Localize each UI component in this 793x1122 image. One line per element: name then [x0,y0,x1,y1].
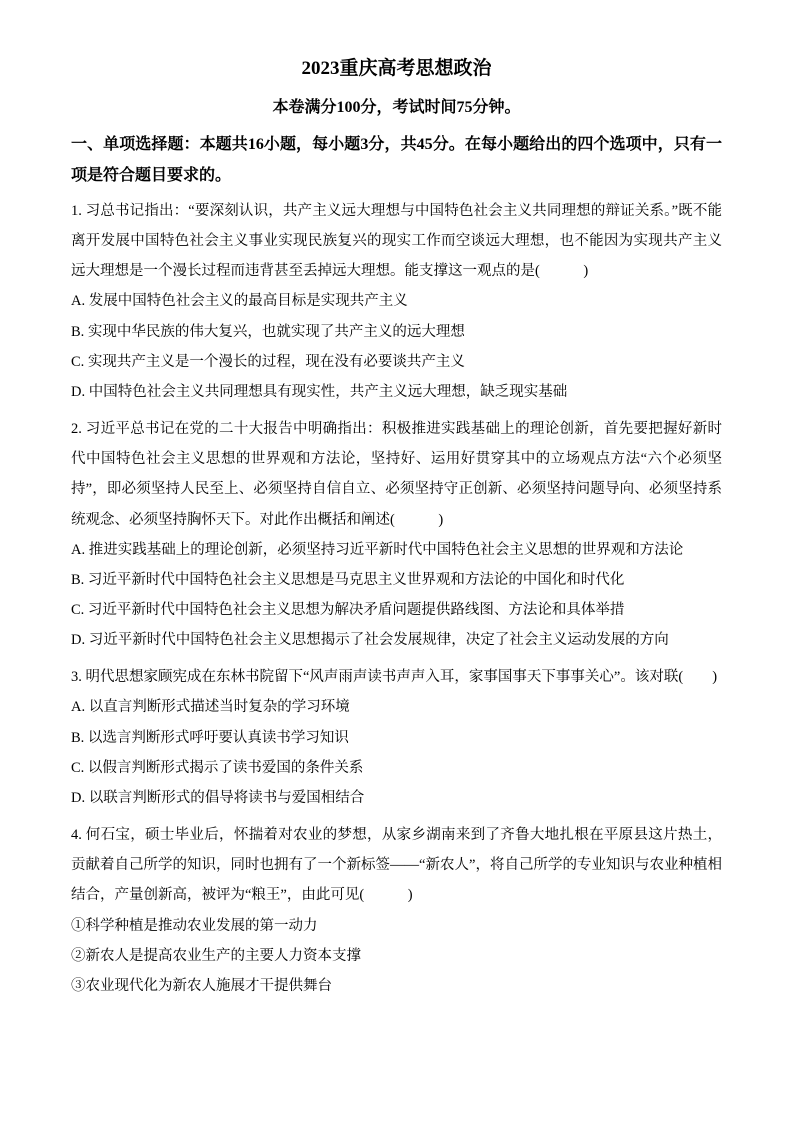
question-1 [71,196,722,407]
question-1-stem: 1. 习总书记指出：“要深刻认识，共产主义远大理想与中国特色社会主义共同理想的辩证关系。”既不能离开发展中国特色社会主义事业实现民族复兴的现实工作而空谈远大理想，也不能因为实现共产主义远大理想是一个漫长过程而违背甚至丢掉远大理想。能支撑这一观点的是( ) [71,202,722,280]
question-4-stem: 4. 何石宝，硕士毕业后，怀揣着对农业的梦想，从家乡湖南来到了齐鲁大地扎根在平原县这片热土，贡献着自己所学的知识，同时也拥有了一个新标签——“新农人”，将自己所学的专业知识与农业种植相结合，产量创新高，被评为“粮王”，由此可见( ) [71,827,722,904]
question-4-item-1: ①科学种植是推动农业发展的第一动力 [71,917,318,934]
question-4-item-2: ②新农人是提高农业生产的主要人力资本支撑 [71,947,361,964]
question-2-stem: 2. 习近平总书记在党的二十大报告中明确指出：积极推进实践基础上的理论创新，首先要把握好新时代中国特色社会主义思想的世界观和方法论，坚持好、运用好贯穿其中的立场观点方法“六个必须坚持”，即必须坚持人民至上、必须坚持自信自立、必须坚持守正创新、必须坚持问题导向、必须坚持系统观念、必须坚持胸怀天下。对此作出概括和阐述( ) [71,421,722,528]
question-2-option-d: D. 习近平新时代中国特色社会主义思想揭示了社会发展规律，决定了社会主义运动发展的方向 [71,632,669,649]
question-1-option-b: B. 实现中华民族的伟大复兴，也就实现了共产主义的远大理想 [71,323,465,340]
question-3-option-b: B. 以选言判断形式呼吁要认真读书学习知识 [71,729,349,746]
question-2 [71,414,722,655]
section-header: 一、单项选择题：本题共16小题，每小题3分，共45分。在每小题给出的四个选项中，只有一项是符合题目要求的。 [71,135,722,184]
question-2-option-a: A. 推进实践基础上的理论创新，必须坚持习近平新时代中国特色社会主义思想的世界观和方法论 [71,541,684,558]
question-3-stem: 3. 明代思想家顾宪成在东林书院留下“风声雨声读书声声入耳，家事国事天下事事关心”。该对联( ) [71,669,718,686]
question-1-option-c: C. 实现共产主义是一个漫长的过程，现在没有必要谈共产主义 [71,353,465,370]
question-3-option-a: A. 以直言判断形式描述当时复杂的学习环境 [71,699,350,716]
question-2-option-c: C. 习近平新时代中国特色社会主义思想为解决矛盾问题提供路线图、方法论和具体举措 [71,602,625,618]
exam-title: 2023重庆高考思想政治 [301,58,492,79]
question-3 [71,662,722,813]
exam-subtitle: 本卷满分100分，考试时间75分钟。 [272,98,521,116]
question-4 [71,820,722,1001]
question-3-option-d: D. 以联言判断形式的倡导将读书与爱国相结合 [71,789,365,806]
question-1-option-a: A. 发展中国特色社会主义的最高目标是实现共产主义 [71,293,408,310]
question-4-item-3: ③农业现代化为新农人施展才干提供舞台 [71,977,332,994]
question-2-option-b: B. 习近平新时代中国特色社会主义思想是马克思主义世界观和方法论的中国化和时代化 [71,571,625,588]
question-3-option-c: C. 以假言判断形式揭示了读书爱国的条件关系 [71,759,364,776]
question-1-option-d: D. 中国特色社会主义共同理想具有现实性，共产主义远大理想，缺乏现实基础 [71,383,568,400]
